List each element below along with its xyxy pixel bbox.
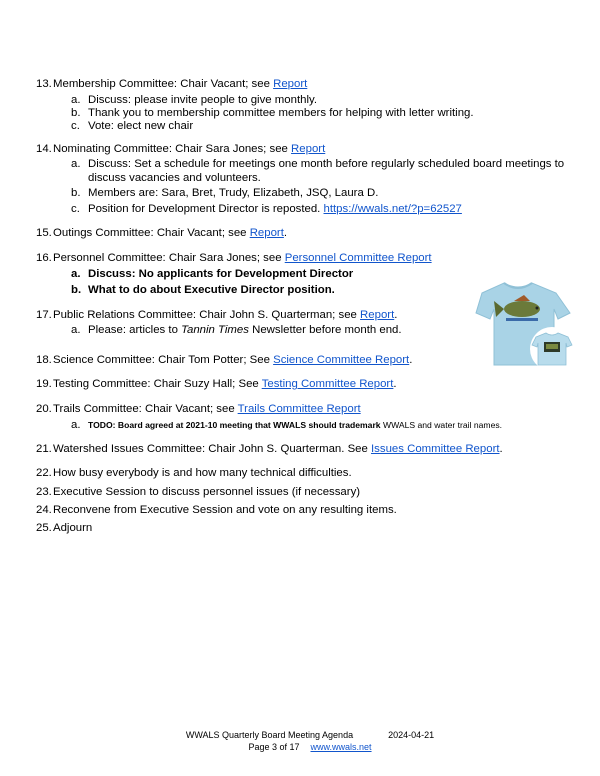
footer-page: Page 3 of 17 [248, 742, 300, 752]
science-report-link[interactable]: Science Committee Report [273, 354, 410, 366]
footer-line-1 [180, 729, 440, 741]
agenda-item-22: 22. How busy everybody is and how many technical difficulties. [36, 467, 352, 479]
sub-item: c. Position for Development Director is reposted. https://wwals.net/?p=62527 [71, 203, 462, 215]
footer-line-2 [180, 741, 440, 753]
sub-item: a. Discuss: No applicants for Development Director [71, 268, 354, 280]
item-number: 13. [36, 78, 52, 90]
sub-item: b. Members are: Sara, Bret, Trudy, Elizabeth, JSQ, Laura D. [71, 187, 379, 199]
sub-item: b. What to do about Executive Director position. [71, 284, 335, 296]
sub-item: a. Discuss: please invite people to give monthly. [71, 94, 317, 106]
reposted-link[interactable]: https://wwals.net/?p=62527 [323, 203, 462, 215]
agenda-item-13 [36, 77, 308, 91]
sub-item-continuation: discuss vacancies and volunteers. [88, 172, 261, 184]
footer-site-link[interactable]: www.wwals.net [310, 742, 372, 752]
trails-report-link[interactable]: Trails Committee Report [237, 403, 361, 415]
agenda-item-17: 17. Public Relations Committee: Chair John S. Quarterman; see Report. [36, 309, 398, 321]
agenda-item-14: 14. Nominating Committee: Chair Sara Jones; see Report [36, 143, 326, 155]
sub-item: c. Vote: elect new chair [71, 120, 194, 132]
sub-item: a. TODO: Board agreed at 2021-10 meeting that WWALS should trademark WWALS and water trail names. [71, 419, 503, 431]
report-link[interactable]: Report [249, 227, 284, 239]
testing-report-link[interactable]: Testing Committee Report [261, 378, 394, 390]
agenda-item-20: 20. Trails Committee: Chair Vacant; see Trails Committee Report [36, 403, 361, 415]
agenda-item-15: 15. Outings Committee: Chair Vacant; see Report. [36, 227, 288, 239]
sub-item: a. Please: articles to Tannin Times Newsletter before month end. [71, 324, 402, 336]
agenda-item-18: 18. Science Committee: Chair Tom Potter; See Science Committee Report. [36, 354, 413, 366]
tshirt-image [474, 279, 578, 371]
issues-report-link[interactable]: Issues Committee Report [371, 443, 500, 455]
report-link[interactable]: Report [360, 309, 395, 321]
sub-item: b. Thank you to membership committee members for helping with letter writing. [71, 107, 474, 119]
agenda-item-21: 21. Watershed Issues Committee: Chair John S. Quarterman. See Issues Committee Report. [36, 443, 503, 455]
personnel-report-link[interactable]: Personnel Committee Report [284, 252, 432, 264]
item-text: Membership Committee: Chair Vacant; see [53, 78, 274, 90]
agenda-item-25: 25. Adjourn [36, 522, 93, 534]
sub-item: a. Discuss: Set a schedule for meetings one month before regularly scheduled board meetings to [71, 158, 565, 170]
footer-title: WWALS Quarterly Board Meeting Agenda [185, 730, 354, 740]
footer-date: 2024-04-21 [388, 730, 435, 740]
report-link[interactable]: Report [273, 78, 308, 90]
agenda-item-19: 19. Testing Committee: Chair Suzy Hall; See Testing Committee Report. [36, 378, 397, 390]
agenda-item-16: 16. Personnel Committee: Chair Sara Jones; see Personnel Committee Report [36, 252, 432, 264]
report-link[interactable]: Report [291, 143, 326, 155]
agenda-item-23: 23. Executive Session to discuss personnel issues (if necessary) [36, 486, 361, 498]
agenda-item-24: 24. Reconvene from Executive Session and vote on any resulting items. [36, 504, 397, 516]
